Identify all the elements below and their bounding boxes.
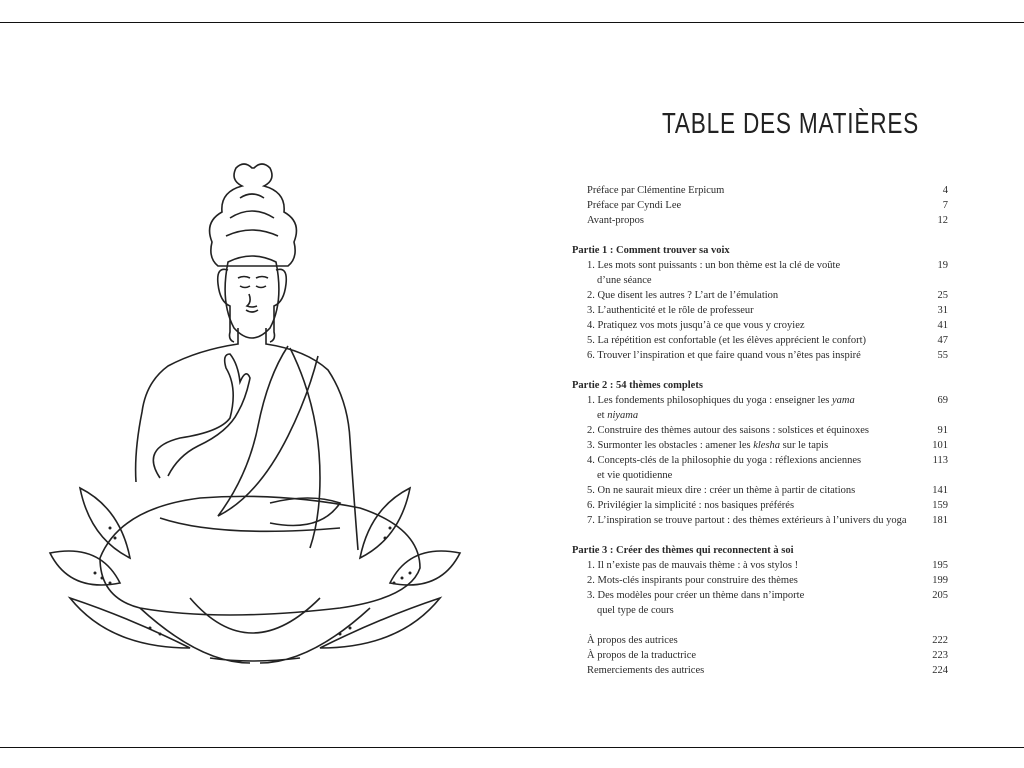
toc-entry[interactable] xyxy=(572,573,962,588)
toc-entry[interactable] xyxy=(572,558,962,573)
top-rule xyxy=(0,22,1024,23)
page-number: 69 xyxy=(937,395,948,406)
page-number: 141 xyxy=(932,485,948,496)
entry-title-text: 5. On ne saurait mieux dire : créer un thème à partir de citations xyxy=(587,485,856,496)
entry-title-text: 2. Construire des thèmes autour des saisons : solstices et équinoxes xyxy=(587,425,869,436)
entry-title xyxy=(572,603,914,618)
entry-title xyxy=(572,348,914,363)
entry-title-text: À propos des autrices xyxy=(587,635,678,646)
entry-title xyxy=(572,483,914,498)
toc-entry[interactable] xyxy=(572,453,962,468)
toc-entry[interactable] xyxy=(572,513,962,528)
entry-title-text: et xyxy=(597,410,608,421)
page-number: 222 xyxy=(932,635,948,646)
entry-title-text: 4. Concepts-clés de la philosophie du yoga : réflexions anciennes xyxy=(587,455,862,466)
entry-title-text: Remerciements des autrices xyxy=(587,665,705,676)
toc-entry[interactable] xyxy=(572,348,962,363)
entry-title xyxy=(572,258,914,273)
entry-title xyxy=(572,573,914,588)
page-number: 101 xyxy=(932,440,948,451)
toc-entry[interactable] xyxy=(572,588,962,603)
page-number: 113 xyxy=(932,455,948,466)
section-spacer xyxy=(572,528,962,543)
part-heading: Partie 3 : Créer des thèmes qui reconnectent à soi xyxy=(572,545,794,556)
entry-title-text: Avant-propos xyxy=(587,215,644,226)
page-number: 181 xyxy=(932,515,948,526)
entry-title-text: 4. Pratiquez vos mots jusqu’à ce que vous y croyiez xyxy=(587,320,805,331)
toc-entry[interactable] xyxy=(572,648,962,663)
bottom-rule xyxy=(0,747,1024,748)
toc-entry[interactable] xyxy=(572,423,962,438)
entry-title-italic: yama xyxy=(831,395,855,406)
entry-title-text: 3. L’authenticité et le rôle de professeur xyxy=(587,305,754,316)
page-number: 41 xyxy=(937,320,948,331)
page-number: 199 xyxy=(932,575,948,586)
page-number: 159 xyxy=(932,500,948,511)
toc-entry[interactable] xyxy=(572,213,962,228)
toc-entry[interactable] xyxy=(572,663,962,678)
entry-title xyxy=(572,288,914,303)
entry-title-text: 2. Mots-clés inspirants pour construire des thèmes xyxy=(587,575,798,586)
toc-entry[interactable] xyxy=(572,393,962,408)
entry-title xyxy=(572,303,914,318)
entry-title xyxy=(572,273,914,288)
entry-title xyxy=(572,588,914,603)
entry-title-text: 1. Les fondements philosophiques du yoga : enseigner les xyxy=(587,395,832,406)
section-spacer xyxy=(572,228,962,243)
entry-title xyxy=(572,648,914,663)
page-number: 224 xyxy=(932,665,948,676)
toc-section xyxy=(572,243,962,363)
toc-entry[interactable] xyxy=(572,198,962,213)
page-number: 4 xyxy=(942,185,948,196)
page-number: 31 xyxy=(937,305,948,316)
toc-entry[interactable] xyxy=(572,333,962,348)
entry-title-text: Préface par Clémentine Erpicum xyxy=(587,185,725,196)
entry-title-text: d’une séance xyxy=(597,275,652,286)
entry-title xyxy=(572,183,914,198)
entry-title xyxy=(572,558,914,573)
part-heading: Partie 1 : Comment trouver sa voix xyxy=(572,245,730,256)
entry-title xyxy=(572,213,914,228)
entry-title xyxy=(572,633,914,648)
page-number: 195 xyxy=(932,560,948,571)
part-heading: Partie 2 : 54 thèmes complets xyxy=(572,380,703,391)
entry-title-text: 1. Il n’existe pas de mauvais thème : à vos stylos ! xyxy=(587,560,799,571)
page-number: 91 xyxy=(937,425,948,436)
entry-title xyxy=(572,663,914,678)
toc-section xyxy=(572,633,962,678)
toc-entry[interactable] xyxy=(572,498,962,513)
toc-entry[interactable] xyxy=(572,303,962,318)
toc-entry[interactable] xyxy=(572,438,962,453)
entry-title-text: 1. Les mots sont puissants : un bon thème est la clé de voûte xyxy=(587,260,841,271)
toc-section xyxy=(572,378,962,528)
toc-entry[interactable] xyxy=(572,318,962,333)
entry-title-text: 3. Des modèles pour créer un thème dans n’importe xyxy=(587,590,805,601)
toc-section xyxy=(572,183,962,228)
toc-entry[interactable] xyxy=(572,603,962,618)
toc-entry[interactable] xyxy=(572,408,962,423)
toc-entry[interactable] xyxy=(572,288,962,303)
entry-title xyxy=(572,453,914,468)
page-number: 7 xyxy=(942,200,948,211)
section-spacer xyxy=(572,363,962,378)
entry-title-text: Préface par Cyndi Lee xyxy=(587,200,682,211)
entry-title-text: quel type de cours xyxy=(597,605,674,616)
entry-title xyxy=(572,393,914,408)
entry-title-text: 3. Surmonter les obstacles : amener les xyxy=(587,440,754,451)
page-number: 12 xyxy=(937,215,948,226)
entry-title-text: 6. Privilégier la simplicité : nos basiques préférés xyxy=(587,500,795,511)
section-spacer xyxy=(572,618,962,633)
page-title: TABLE DES MATIÈRES xyxy=(662,108,920,140)
entry-title xyxy=(572,198,914,213)
entry-title xyxy=(572,438,914,453)
toc-entry[interactable] xyxy=(572,183,962,198)
entry-title-text: sur le tapis xyxy=(780,440,829,451)
toc-section xyxy=(572,543,962,618)
buddha-lotus-illustration xyxy=(40,158,470,668)
page-number: 19 xyxy=(937,260,948,271)
entry-title-text: 2. Que disent les autres ? L’art de l’émulation xyxy=(587,290,779,301)
entry-title xyxy=(572,513,914,528)
entry-title xyxy=(572,333,914,348)
toc-entry[interactable] xyxy=(572,258,962,273)
entry-title xyxy=(572,498,914,513)
entry-title-italic: niyama xyxy=(607,410,639,421)
entry-title-text: 6. Trouver l’inspiration et que faire quand vous n’êtes pas inspiré xyxy=(587,350,861,361)
toc-entry[interactable] xyxy=(572,468,962,483)
toc-entry[interactable] xyxy=(572,483,962,498)
entry-title xyxy=(572,468,914,483)
entry-title-text: 7. L’inspiration se trouve partout : des thèmes extérieurs à l’univers du yoga xyxy=(587,515,907,526)
page-number: 25 xyxy=(937,290,948,301)
page-number: 223 xyxy=(932,650,948,661)
table-of-contents xyxy=(572,183,962,678)
page-number: 47 xyxy=(937,335,948,346)
entry-title xyxy=(572,408,914,423)
entry-title-text: 5. La répétition est confortable (et les élèves apprécient le confort) xyxy=(587,335,866,346)
entry-title-text: À propos de la traductrice xyxy=(587,650,697,661)
page-number: 55 xyxy=(937,350,948,361)
entry-title-italic: klesha xyxy=(753,440,781,451)
entry-title-text: et vie quotidienne xyxy=(597,470,673,481)
toc-entry[interactable] xyxy=(572,273,962,288)
entry-title xyxy=(572,423,914,438)
entry-title xyxy=(572,318,914,333)
toc-entry[interactable] xyxy=(572,633,962,648)
page-number: 205 xyxy=(932,590,948,601)
